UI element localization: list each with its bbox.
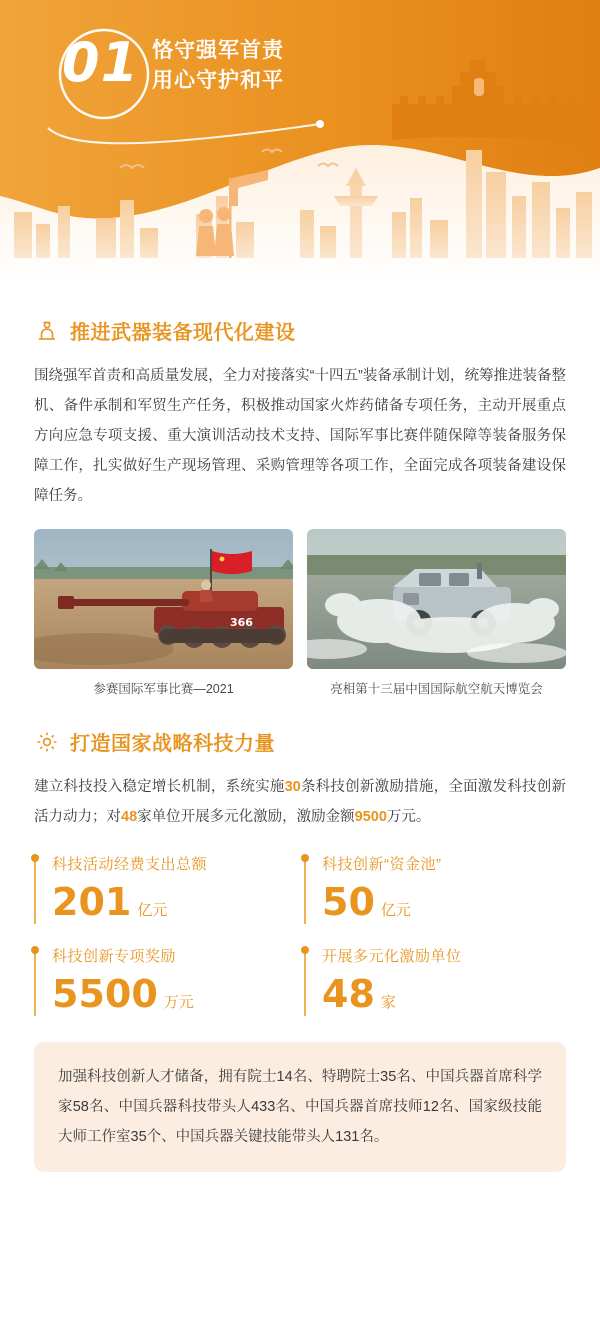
section-1-title: 推进武器装备现代化建设	[70, 322, 296, 344]
stat-card	[304, 946, 566, 1016]
stat-label: 开展多元化激励单位	[322, 948, 462, 965]
stat-card	[304, 854, 566, 924]
stat-value: 5500	[52, 972, 158, 1016]
stat-card	[34, 946, 296, 1016]
stat-unit: 亿元	[380, 902, 411, 919]
tank-photo	[34, 529, 293, 669]
stat-unit: 家	[380, 994, 396, 1011]
photo-row	[0, 529, 600, 697]
photo-item-2	[307, 529, 566, 697]
stat-unit: 亿元	[137, 902, 168, 919]
bullet-dot-icon	[31, 854, 39, 862]
stat-value: 201	[52, 880, 132, 924]
section-2-paragraph: 建立科技投入稳定增长机制，系统实施30条科技创新激励措施，全面激发科技创新活力动力；对48家单位开展多元化激励，激励金额9500万元。	[34, 779, 567, 825]
photo-caption-1: 参赛国际军事比赛—2021	[93, 682, 234, 696]
section-1-paragraph: 围绕强军首责和高质量发展，全力对接落实“十四五”装备承制计划，统筹推进装备整机、备件承制和军贸生产任务，积极推动国家火炸药储备专项任务，主动开展重点方向应急专项支援、重大演训活动技术支持、国际军事比赛伴随保障等装备服务保障工作，扎实做好生产现场管理、采购管理等各项工作，全面完成各项装备建设保障任务。	[34, 368, 566, 504]
stat-grid	[0, 854, 600, 1016]
bullet-dot-icon	[301, 946, 309, 954]
bullet-dot-icon	[31, 946, 39, 954]
stat-label: 科技创新专项奖励	[52, 948, 177, 965]
header-title-line1: 恪守强军首责	[152, 39, 284, 62]
stat-card	[34, 854, 296, 924]
section-number: 01	[62, 31, 140, 94]
stat-label: 科技创新“资金池”	[322, 856, 442, 873]
header-banner	[0, 0, 600, 282]
section-2-heading	[0, 727, 600, 756]
stat-value: 48	[322, 972, 375, 1016]
header-title-line2: 用心守护和平	[152, 69, 284, 92]
stat-label: 科技活动经费支出总额	[52, 856, 208, 873]
section-2-title: 打造国家战略科技力量	[70, 733, 275, 755]
header-title	[152, 36, 284, 96]
armored-vehicle-photo	[307, 529, 566, 669]
factory-worker-icon	[34, 318, 60, 344]
svg-text:366: 366	[230, 616, 253, 629]
gear-icon	[34, 729, 60, 755]
bullet-dot-icon	[301, 854, 309, 862]
section-1-heading	[0, 316, 600, 345]
footer-note: 加强科技创新人才储备，拥有院士14名、特聘院士35名、中国兵器首席科学家58名、中国兵器科技带头人433名、中国兵器首席技师12名、国家级技能大师工作室35个、中国兵器关键技能带头人131名。	[34, 1042, 566, 1172]
stat-unit: 万元	[163, 994, 194, 1011]
photo-caption-2: 亮相第十三届中国国际航空航天博览会	[330, 682, 543, 696]
stat-value: 50	[322, 880, 375, 924]
photo-item-1	[34, 529, 293, 697]
